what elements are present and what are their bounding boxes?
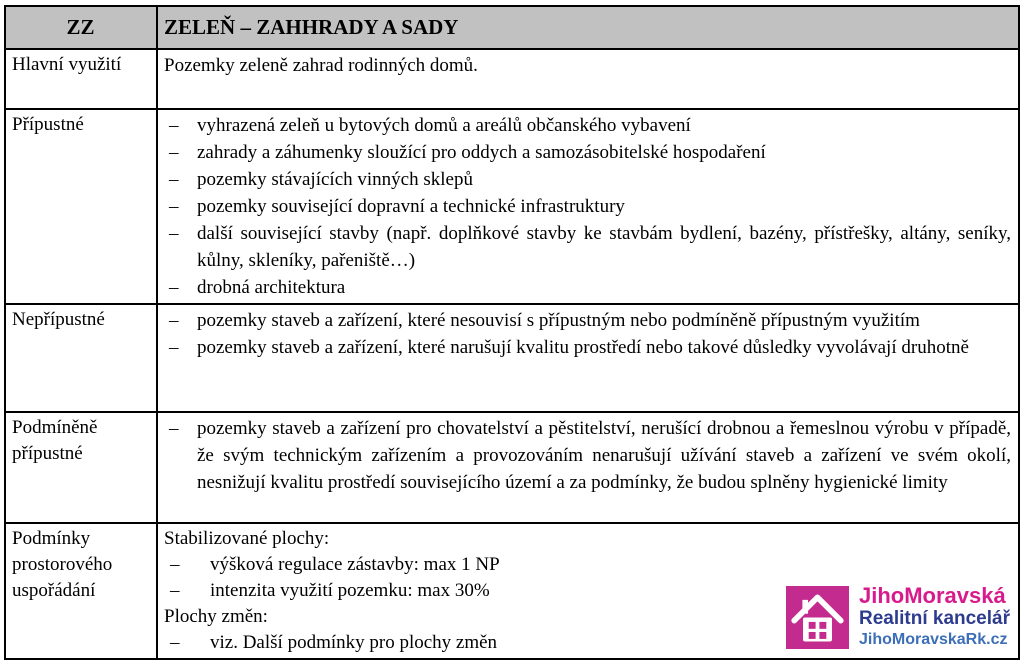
list-item: – vyhrazená zeleň u bytových domů a areálů občanského vybavení [164, 112, 1011, 139]
list-item: – pozemky staveb a zařízení pro chovatelství a pěstitelství, nerušící drobnou a řemeslnou výrobu v případě, že svým technickým zařízením a provozováním nenarušují užívání staveb a zařízení ve svém okolí, nesnižují kvalitu prostředí souvisejícího území a za podmínky, že budou splněny hygienické limity [164, 415, 1011, 496]
row-label-podminene-pripustne: Podmíněně přípustné [5, 412, 157, 523]
table-row [5, 304, 1019, 412]
list-item: – pozemky staveb a zařízení, které narušují kvalitu prostředí nebo takové důsledky vyvolávají druhotně [164, 334, 1011, 361]
permitted-cell [157, 109, 1019, 304]
list-item: – viz. Další podmínky pro plochy změn [164, 630, 1011, 656]
logo-website: JihoMoravskaRk.cz [858, 631, 1008, 648]
zone-code: ZZ [5, 6, 157, 49]
list-item: – drobná architektura [164, 274, 1011, 301]
table-row [5, 109, 1019, 304]
list-item: – zahrady a záhumenky sloužící pro oddych a samozásobitelské hospodaření [164, 139, 1011, 166]
bullet-dash: – [169, 418, 179, 439]
list-item: – pozemky staveb a zařízení, které nesouvisí s přípustným nebo podmíněně přípustným využitím [164, 307, 1011, 334]
subheading-change-areas: Plochy změn: [164, 606, 268, 627]
conditionally-permitted-cell [157, 412, 1019, 523]
bullet-dash: – [170, 632, 180, 653]
subheading-stabilized-areas: Stabilizované plochy: [164, 528, 330, 549]
conditionally-permitted-list [164, 415, 1011, 496]
bullet-dash: – [169, 337, 179, 358]
logo-text-block [859, 584, 1010, 650]
table-row [5, 412, 1019, 523]
spatial-conditions-cell [157, 523, 1019, 659]
list-item: – pozemky stávajících vinných sklepů [164, 166, 1011, 193]
table-row [5, 49, 1019, 109]
house-icon [786, 586, 849, 649]
list-item: – další související stavby (např. doplňkové stavby ke stavbám bydlení, bazény, přístřešky, altány, seníky, kůlny, skleníky, pařeniště…) [164, 220, 1011, 274]
table-header-row [5, 6, 1019, 49]
list-item: – intenzita využití pozemku: max 30% [164, 578, 1011, 604]
main-use-text: Pozemky zeleně zahrad rodinných domů. [157, 49, 1019, 109]
bullet-dash: – [170, 580, 180, 601]
bullet-dash: – [169, 169, 179, 190]
jihomoravska-logo [786, 584, 1010, 650]
list-item: – pozemky související dopravní a technické infrastruktury [164, 193, 1011, 220]
not-permitted-list [164, 307, 1011, 361]
zoning-table [4, 5, 1020, 660]
row-label-hlavni-vyuziti: Hlavní využití [5, 49, 157, 109]
row-label-pripustne: Přípustné [5, 109, 157, 304]
logo-subtitle: Realitní kancelář [858, 608, 1010, 629]
bullet-dash: – [169, 142, 179, 163]
logo-brand-name: JihoMoravská [858, 583, 1006, 608]
list-item: – výšková regulace zástavby: max 1 NP [164, 552, 1011, 578]
bullet-dash: – [169, 115, 179, 136]
table-row [5, 523, 1019, 659]
not-permitted-cell [157, 304, 1019, 412]
permitted-list [164, 112, 1011, 301]
bullet-dash: – [169, 196, 179, 217]
bullet-dash: – [170, 554, 180, 575]
zone-title: ZELEŇ – ZAHHRADY A SADY [157, 6, 1019, 49]
bullet-dash: – [169, 223, 179, 244]
row-label-nepripustne: Nepřípustné [5, 304, 157, 412]
row-label-podminky-usporadani: Podmínky prostorového uspořádání [5, 523, 157, 659]
bullet-dash: – [169, 310, 179, 331]
bullet-dash: – [169, 277, 179, 298]
